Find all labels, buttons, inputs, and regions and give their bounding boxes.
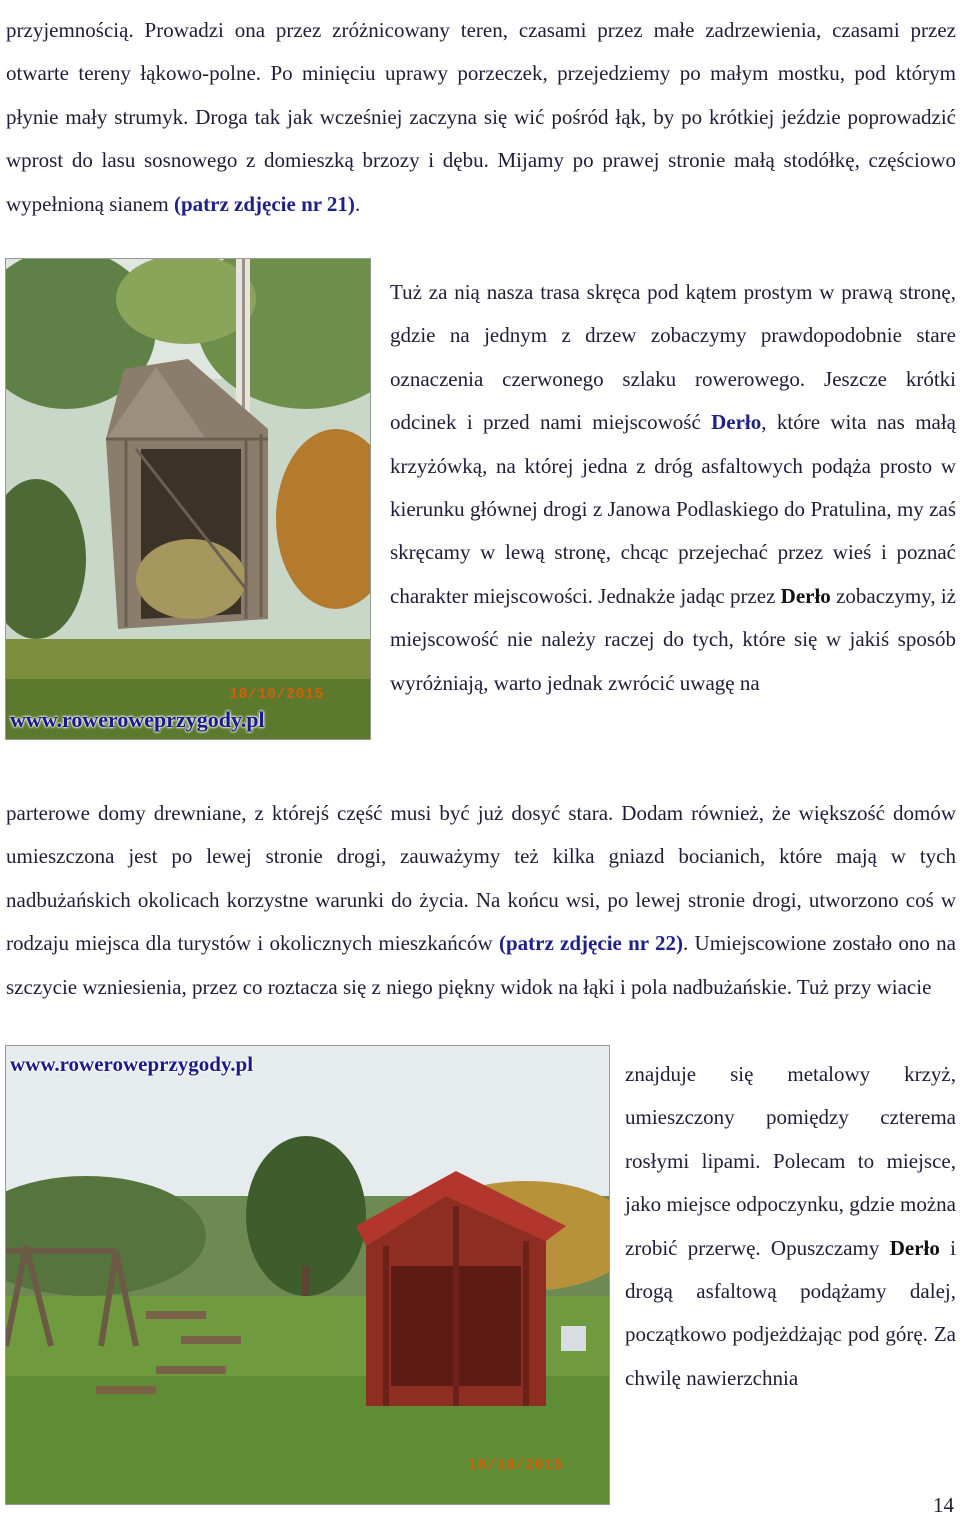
- paragraph-middle: [390, 271, 956, 705]
- photo-reference-21: (patrz zdjęcie nr 21): [173, 191, 355, 216]
- paragraph-top-text: przyjemnością. Prowadzi ona przez zróżnicowany teren, czasami przez małe zadrzewienia, czasami przez otwarte tereny łąkowo-polne. Po minięciu uprawy porzeczek, przejedziemy po małym mostku, pod którym płynie mały strumyk. Droga tak jak wcześniej zaczyna się wić pośród łąk, by po krótkiej jeździe poprowadzić wprost do lasu sosnowego z domieszką brzozy i dębu. Mijamy po prawej stronie małą stodółkę, częściowo wypełnioną sianem: [6, 18, 956, 216]
- paragraph-lower-text-2: . Umiejscowione zostało ono na szczycie wzniesienia, przez co roztacza się z niego piękny widok na łąki i pola nadbużańskie. Tuż przy wiacie: [6, 931, 956, 999]
- shelter-illustration: [6, 1046, 609, 1504]
- barn-photo: [5, 258, 371, 740]
- paragraph-top-end: .: [354, 191, 361, 216]
- place-name-derlo: Derło: [711, 410, 762, 435]
- paragraph-side: [625, 1053, 956, 1400]
- paragraph-side-text: znajduje się metalowy krzyż, umieszczony pomiędzy czterema rosłymi lipami. Polecam to miejsce, jako miejsce odpoczynku, gdzie można zrobić przerwę. Opuszczamy: [625, 1062, 956, 1260]
- paragraph-middle-text-2: , które wita nas małą krzyżówką, na której jedna z dróg asfaltowych podąża prosto w kierunku głównej drogi z Janowa Podlaskiego do Pratulina, my zaś skręcamy w lewą stronę, chcąc przejechać przez wieś i poznać charakter miejscowości. Jednakże jadąc przez: [390, 410, 956, 608]
- paragraph-middle-text: Tuż za nią nasza trasa skręca pod kątem prostym w prawą stronę, gdzie na jednym z drzew zobaczymy prawdopodobnie stare oznaczenia czerwonego szlaku rowerowego. Jeszcze krótki odcinek i przed nami miejscowość: [390, 280, 956, 435]
- photo-date-stamp: 18/10/2015: [228, 686, 324, 703]
- paragraph-top: [6, 9, 956, 226]
- place-name-derlo-3: Derło: [889, 1235, 940, 1260]
- page-number: 14: [933, 1493, 954, 1517]
- paragraph-side-text-2: i drogą asfaltową podążamy dalej, początkowo podjeżdżając pod górę. Za chwilę nawierzchnia: [625, 1235, 956, 1390]
- paragraph-lower-text: parterowe domy drewniane, z którejś część musi być już dosyć stara. Dodam również, że większość domów umieszczona jest po lewej stronie drogi, zauważymy też kilka gniazd bocianich, które mają w tych nadbużańskich okolicach korzystne warunki do życia. Na końcu wsi, po lewej stronie drogi, utworzono coś w rodzaju miejsca dla turystów i okolicznych mieszkańców: [6, 801, 956, 956]
- photo-watermark: www.roweroweprzygody.pl: [10, 707, 265, 732]
- photo-watermark: www.roweroweprzygody.pl: [10, 1052, 254, 1076]
- paragraph-lower: [6, 792, 956, 1009]
- photo-reference-22: (patrz zdjęcie nr 22): [498, 931, 684, 956]
- place-name-derlo-2: Derło: [780, 583, 831, 608]
- barn-illustration: [6, 259, 370, 739]
- shelter-photo: [5, 1045, 610, 1505]
- paragraph-middle-text-3: zobaczymy, iż miejscowość nie należy raczej do tych, które się w jakiś sposób wyróżniają, warto jednak zwrócić uwagę na: [390, 583, 956, 695]
- photo-date-stamp: 18/10/2015: [467, 1457, 563, 1474]
